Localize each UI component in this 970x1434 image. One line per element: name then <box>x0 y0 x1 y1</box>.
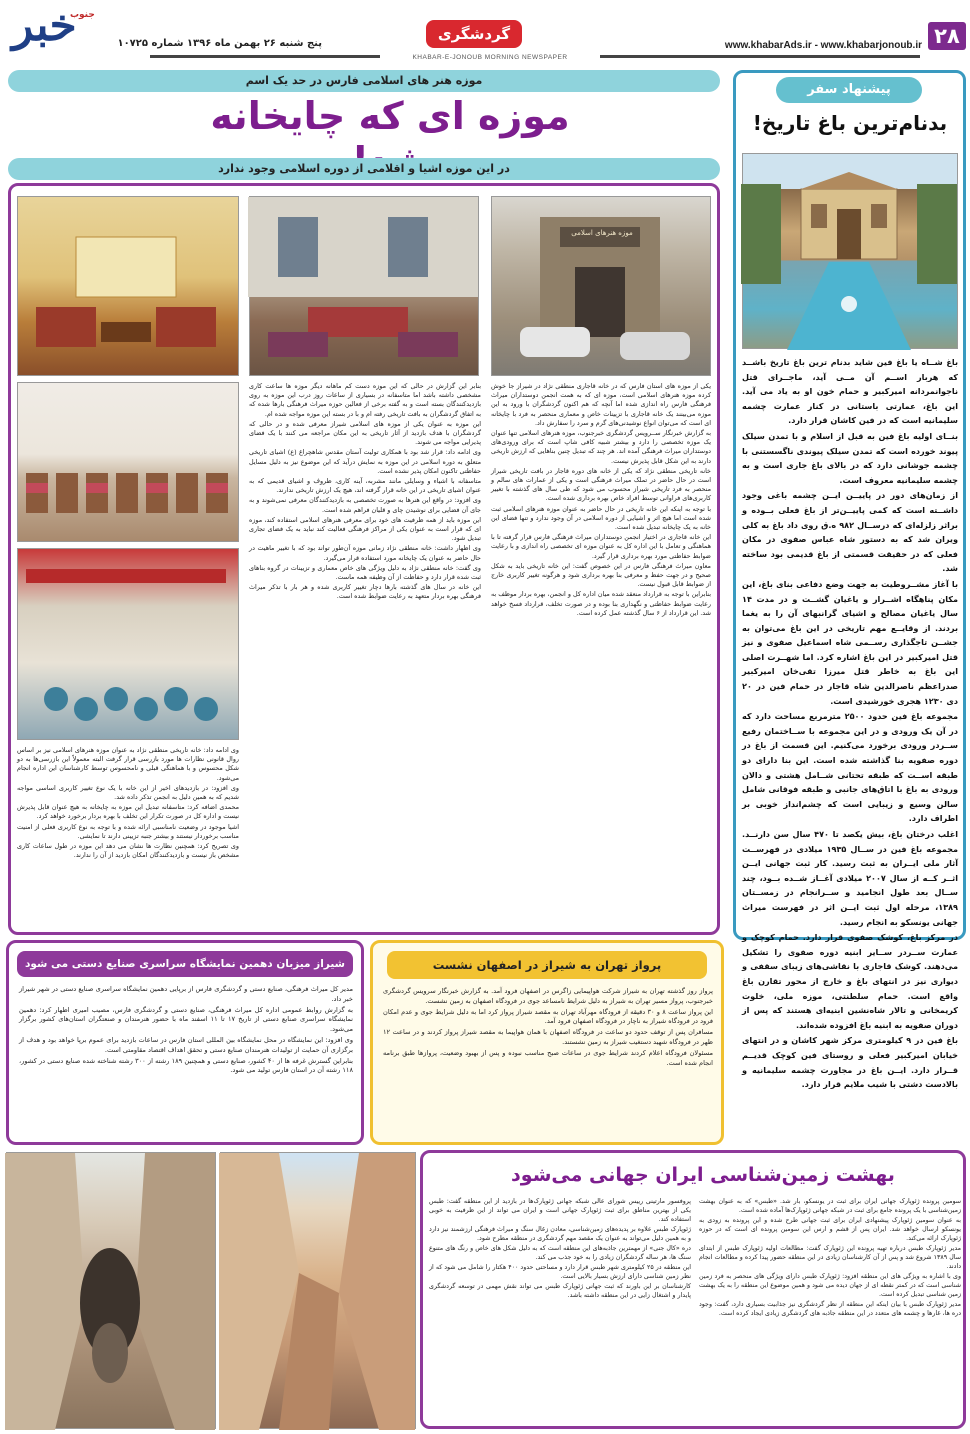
sidebar-label: پیشنهاد سفر <box>776 77 922 103</box>
sidebar <box>733 70 966 1090</box>
main-paragraph: به گزارش خبرنگار ســرویس گردشگری خبرجنوب، موزه هنرهای اسلامی تنها عنوان یک موزه تخصصی را دارد و بیشتر شبیه کافی شاپ است که برای ورودی‌های دوستداران میراث فرهنگی آمده اند. هر چند که تبدیل چنین بناهایی که ارزش تاریخی دارند به این شکل قابل پذیرش نیست. <box>491 429 711 465</box>
geo-column-left <box>429 1197 691 1425</box>
main-paragraph: این موزه به عنوان یکی از موزه های اسلامی شیراز معرفی شده و در حالی که گردشگران با هدف بازدید از آثار تاریخی به این مکان مراجعه می کنند با یک فضای پذیرایی مواجه می شوند. <box>249 419 481 447</box>
main-paragraph: وی اظهار داشت: خانه منطقی نژاد زمانی موزه آن‌طور تواند بود که با تغییر ماهیت در حال حاضر به عنوان یک چایخانه مورد استفاده قرار می‌گیرد. <box>249 544 481 562</box>
main-paragraph: این خانه قاجاری در اختیار انجمن دوستداران میراث فرهنگی فارس قرار گرفته تا با هماهنگی و تعامل با این اداره کل به عنوان موزه ای تخصصی راه اندازی و با رعایت ضوابط حفاظتی مورد بهره برداری قرار گیرد. <box>491 533 711 560</box>
flight-paragraph: مسافران پس از توقف حدود دو ساعت در فرودگاه اصفهان با همان هواپیما به مقصد شیراز پرواز کردند و در ساعت ۱۲ ظهر در فرودگاه شهید دستغیب شیراز به زمین نشستند. <box>383 1028 713 1046</box>
main-kicker: موزه هنر های اسلامی فارس در حد یک اسم <box>8 70 720 92</box>
jars-illustration <box>16 383 238 543</box>
main-paragraph: وی افزود: در واقع این هنرها به صورت تخصصی به بازدیدکنندگان معرفی نمی‌شوند و به جای آن فضایی برای نوشیدن چای و قلیان فراهم شده است. <box>249 496 481 514</box>
geo-paragraph: ژئوپارک طبس علاوه بر پدیده‌های زمین‌شناسی، معادن زغال سنگ و میراث فرهنگی ارزشمند نیز دارد و به همین دلیل می‌تواند به عنوان یک مقصد مهم گردشگری در منطقه مطرح شود. <box>429 1226 691 1242</box>
main-column-1 <box>491 382 711 930</box>
geo-paragraph: وی با اشاره به ویژگی های این منطقه افزود: ژئوپارک طبس دارای ویژگی های منحصر به فرد زمین شناسی است که در کمتر نقطه ای از جهان دیده می شود و همین موضوع این منطقه را به یک بهشت زمین شناسی تبدیل کرده است. <box>699 1273 961 1298</box>
header <box>0 0 970 66</box>
geo-paragraph: کارشناسان بر این باورند که ثبت جهانی ژئوپارک طبس می تواند نقش مهمی در توسعه گردشگری پایدار و اشتغال زایی در این منطقه داشته باشد. <box>429 1283 691 1299</box>
garden-illustration <box>741 154 957 350</box>
geo-paragraph: این منطقه در ۲۵ کیلومتری شهر طبس قرار دارد و مساحتی حدود ۴۰۰ هکتار را شامل می شود که از نظر زمین شناسی دارای ارزش بسیار بالایی است. <box>429 1264 691 1280</box>
courtyard-illustration <box>248 197 478 377</box>
main-paragraph: خانه تاریخی منطقی نژاد که یکی از خانه های دوره قاجار در بافت تاریخی شیراز است در حال حاضر در تملک میراث فرهنگی است و یکی از عمارات های سالم و منحصر به فرد تاریخی شیراز محسوب می شود که طی سال های گذشته با تغییر کاربری‌های فراوانی توسط افراد خاص بهره برداری شده است. <box>491 466 711 503</box>
sidebar-paragraph: بنــای اولیه باغ فین به قبل از اسلام و با تمدن سیلک پیوند خورده است که تمدن سیلک پیوندی ناگسستنی با چشمه جوشانی دارد که در بالای باغ جاری است و به چشمه سلیمانیه معروف است. <box>742 430 958 485</box>
date-line: پنج شنبه ۲۶ بهمن ماه ۱۳۹۶ شماره ۱۰۷۲۵ <box>117 38 322 49</box>
main-column-2 <box>249 382 481 930</box>
canyon-right-illustration <box>219 1153 415 1430</box>
sidebar-paragraph: مجموعه باغ فین حدود ۲۵۰۰ مترمربع مساحت دارد که در آن یک ورودی و در این مجموعه با ســاختمان رفیع ســردر ورودی برخورد می‌کنیم. این قسمت از باغ در دوره صفویه بنا گذاشته شده است. این بنا دارای دو طبقه اســت که طبقه تحتانی شــامل هشتی و دالان ورودی به باغ با اتاق‌های جانبی و طبقه فوقانی شامل سالن وسیع و زیبایی است که چشم‌انداز خوبی بر اطراف دارد. <box>742 711 958 824</box>
handicraft-box <box>6 940 364 1145</box>
geo-paragraph: سومین پرونده ژئوپارک جهانی ایران برای ثبت در یونسکو، بار شد. «طبس» که به عنوان بهشت زمین‌شناسی با یک پرونده جامع برای ثبت در شبکه جهانی ژئوپارک‌ها آماده شده است. <box>699 1198 961 1214</box>
fin-garden-photo <box>742 153 958 349</box>
main-paragraph: این موزه باید از همه ظرفیت های خود برای معرفی هنرهای اسلامی استفاده کند، موزه ای که قرار است به عنوان یکی از مراکز فرهنگی فعالیت کند نباید به یک فضای تجاری تبدیل شود. <box>249 515 481 543</box>
handicraft-paragraph: وی افزود: این نمایشگاه در محل نمایشگاه بین المللی استان فارس در ساعات بازدید برای عموم برپا خواهد بود و هدف از برگزاری آن حمایت از تولیدات هنرمندان صنایع دستی و تحقق اهداف اقتصاد مقاومتی است. <box>19 1035 353 1054</box>
main-paragraph: وی ادامه داد: قرار شد بود با همکاری تولیت آستان مقدس شاهچراغ (ع) اشیای تاریخی متعلق به دوره اسلامی در این موزه به نمایش درآید که این موضوع نیز به دلیل مسایل حفاظتی تاکنون امکان پذیر نشده است. <box>249 448 481 475</box>
logo-subtext: جنوب <box>70 10 95 20</box>
main-column-3 <box>17 746 239 930</box>
teacups-illustration <box>16 549 238 741</box>
main-paragraph: محمدی اضافه کرد: متاسفانه تبدیل این موزه به چایخانه به هیچ عنوان قابل پذیرش نیست و اداره کل در صورت تکرار این تخلف با بهره بردار برخورد خواهد کرد. <box>17 803 239 821</box>
canyon-left-illustration <box>5 1153 215 1430</box>
flight-box <box>370 940 724 1145</box>
main-paragraph: وی گفت: خانه منطقی نژاد به دلیل ویژگی های خاص معماری و تزیینات در گروه بناهای ثبت شده قرار دارد و حفاظت از آن وظیفه همه ماست. <box>249 563 481 582</box>
canyon-photo-left <box>6 1152 216 1429</box>
section-title: گردشگری <box>437 25 511 43</box>
main-paragraph: اشیا موجود در وضعیت نامناسبی ارائه شده و با توجه به نوع کاربری فعلی از امنیت مناسب برخوردار نیستند و بیشتر جنبه تزیینی دارند تا نمایشی. <box>17 822 239 840</box>
main-paragraph: متاسفانه با اشیاء و وسایلی مانند مشربه، آینه کاری، ظروف و اشیای قدیمی که به عنوان اشیای تاریخی در این خانه قرار گرفته اند، هیچ یک ارزش تاریخی ندارند. <box>249 477 481 495</box>
geo-article <box>420 1150 966 1429</box>
main-paragraph: وی افزود: در بازدیدهای اخیر از این خانه با یک نوع تغییر کاربری اساسی مواجه شدیم که به همین دلیل به انجمن تذکر داده شد. <box>17 783 239 802</box>
handicraft-paragraph: به گزارش روابط عمومی اداره کل میراث فرهنگی، صنایع دستی و گردشگری فارس، مصیب امیری اظهار کرد: دهمین نمایشگاه سراسری صنایع دستی از تاریخ ۱۷ تا ۱۱ اسفند ماه با حضور هنرمندان و صنعتگران استان‌های کشور برگزار می‌شود. <box>19 1005 353 1034</box>
sidebar-paragraph: باغ شــاه یا باغ فین شاید بدنام ترین باغ تاریخ باشــد که هربار اســم آن مــی آید، ماجــرای قتل ناجوانمردانه امیرکبیر و حمام خون او به یاد می آید. این باغ، عمارتی باستانی در کنار عمارت چشمه سلیمانیه است که در فین کاشان قرار دارد. <box>742 357 958 426</box>
main-paragraph: بنابر این گزارش در حالی که این موزه دست کم ماهانه دیگر موزه ها ساعت کاری مشخصی داشته باشد اما متاسفانه در بسیاری از ساعات روز درب این موزه به روی بازدیدکنندگان بسته است و به گفته برخی از فعالین حوزه میراث فرهنگی بارها شده که به اتفاق گردشگران به بافت تاریخی رفته ام و با در بسته این موزه مواجه شده ام. <box>249 382 481 418</box>
handicraft-title: شیراز میزبان دهمین نمایشگاه سراسری صنایع دستی می شود <box>17 951 353 977</box>
flight-paragraph: پرواز روز گذشته تهران به شیراز شرکت هواپیمایی زاگرس در اصفهان فرود آمد. به گزارش خبرنگار سرویس گردشگری خبرجنوب، پرواز مسیر تهران به شیراز به دلیل شرایط نامساعد جوی در فرودگاه اصفهان به زمین نشست. <box>383 987 713 1005</box>
handicraft-paragraph: بنابراین گسترش غرفه ها از ۴۰ کشور، صنایع دستی و همچنین ۱۸۹ رشته از ۳۰۰ رشته شناخته شده صنایع دستی در کشور، ۱۱۸ رشته آن در استان فارس تولید می شود. <box>19 1056 354 1075</box>
museum-sign: موزه هنرهای اسلامی <box>571 229 633 237</box>
main-paragraph: این خانه در سال های گذشته بارها دچار تغییر کاربری شده و هر بار با تذکر میراث فرهنگی بهره بردار متعهد به رعایت ضوابط شده است. <box>249 583 481 601</box>
geo-title: بهشت زمین‌شناسی ایران جهانی می‌شود <box>511 1164 895 1186</box>
sidebar-title: بدنام‌ترین باغ تاریخ! <box>752 111 948 135</box>
main-subhead: در این موزه اشیا و اقلامی از دوره اسلامی وجود ندارد <box>8 158 720 180</box>
flight-title: پرواز تهران به شیراز در اصفهان نشست <box>387 951 707 979</box>
main-paragraph: با توجه به اینکه این خانه تاریخی در حال حاضر به عنوان موزه هنرهای اسلامی ثبت شده است اما هیچ اثر و اشیایی از دوره اسلامی در آن وجود ندارد و تنها فضای این خانه به یک چایخانه تبدیل شده است. <box>491 504 711 532</box>
courtyard-photo <box>249 196 479 376</box>
geo-paragraph: پروفسور مارتینی رییس شورای عالی شبکه جهانی ژئوپارک‌ها در بازدید از این منطقه گفت: طبس یکی از بهترین مناطق برای ثبت ژئوپارک جهانی است و ایران می تواند از این ظرفیت به خوبی استفاده کند. <box>429 1198 691 1223</box>
sidebar-paragraph: با آغاز مشــروطیت به جهت وضع دفاعی بنای باغ، این مکان پناهگاه اشــرار و یاغیان گشــت و در مدت ۱۴ سال یاغیان مصالح و اشیای گرانبهای آن را به یغما بردند. از وقایــع مهم تاریخی در این باغ می‌توان به جشــن تاجگذاری رســمی شاه اسماعیل صفوی و نیز قتل امیرکبیر در این باغ اشاره کرد. اما شهــرت اصلی این باغ به خاطر قتل میرزا تقی‌خان امیرکبیر صدراعظم ناصرالدین شاه قاجار در حمام فین در ۲۰ دی ۱۲۳۰ هجری خورشیدی است. <box>742 578 958 706</box>
jars-shelf-photo <box>17 382 239 542</box>
teahouse-illustration <box>16 197 238 377</box>
sidebar-paragraph: باغ فین در ۹ کیلومتری مرکز شهر کاشان و در انتهای خیابان امیرکبیر فعلی و روستای فین کوچک قدیــم قــرار دارد. ایــن باغ در مجاورت چشمه سلیمانیه و بالادست دشتی با شیب ملایم قرار دارد. <box>742 1035 959 1090</box>
museum-entrance-illustration <box>490 197 710 377</box>
page-number-box <box>928 22 966 50</box>
logo-text: خبر <box>12 0 77 51</box>
geo-paragraph: مدیر ژئوپارک طبس با بیان اینکه این منطقه از نظر گردشگری نیز جذابیت بسیاری دارد، گفت: وجود دره ها، غارها و چشمه های متعدد در این منطقه جاذبه های گردشگری زیادی ایجاد کرده است. <box>699 1301 961 1317</box>
main-paragraph: وی تصریح کرد: همچنین نظارت ها نشان می دهد این موزه در طول ساعات کاری مشخص باز نیست و بازدیدکنندگان امکان بازدید از آن را ندارند. <box>17 842 239 860</box>
sidebar-paragraph: اغلب درختان باغ، بیش یکصد تا ۴۷۰ سال سن دارنــد. مجموعه باغ فین در ســال ۱۹۳۵ میلادی در فهرســت آثار ملی ایــران به ثبت رسید. کار ثبت جهانی ایــن اثــر کــه از سال ۲۰۰۷ میلادی آغــاز شــده بــود، چند ســال بعد طول انجامید و ســرانجام در زمســتان ۱۳۸۹، مرحله اول ثبت ایــن اثر در فهرست میراث جهانی یونسکو به انجام رسید. <box>742 829 959 927</box>
main-article-frame <box>8 183 720 935</box>
main-paragraph: یکی از موزه های استان فارس که در خانه قاجاری منطقی نژاد در شیراز جا خوش کرده موزه هنرهای اسلامی است، موزه ای که به همت انجمن دوستداران میراث فرهنگی فارس راه اندازی شده اما آنچه که هم اکنون گردشگران با ورود به این موزه می‌بینند یک خانه قاجاری با تزیینات خاص و معماری منحصر به فرد با چایخانه ای است که می‌توان انواع نوشیدنی‌های گرم و سرد را سفارش داد. <box>491 382 711 427</box>
sidebar-paragraph: از زمان‌های دور در پاییــن ایــن چشمه باغی وجود داشــته است که کمی پاییــن‌تر از باغ فعلی بــوده و براثر زلزله‌ای که درســال ۹۸۲ ه.ق روی داد باغ به کلی ویران شد که به دستور شاه عباس صفوی در مکان فعلی که در حقیقت قسمتی از باغ قدیمی بود ساخته شد. <box>742 490 958 574</box>
main-headline: موزه ای که چایخانه <box>210 94 570 138</box>
main-paragraph: بنابراین با توجه به قرارداد منعقد شده میان اداره کل و انجمن، بهره بردار موظف به رعایت ضوابط حفاظتی و نگهداری بنا بوده و در صورت تخلف، قرارداد فسخ خواهد شد. این قرارداد از ۶ سال گذشته عمل کرده است. <box>491 590 711 617</box>
geo-paragraph: مدیر ژئوپارک طبس درباره تهیه پرونده این ژئوپارک گفت: مطالعات اولیه ژئوپارک طبس از ابتدای سال ۱۳۸۹ شروع شد و پس از آن کارشناسان زیادی در این منطقه حضور پیدا کرده و مطالعات انجام دادند. <box>699 1245 961 1270</box>
geo-paragraph: به عنوان سومین ژئوپارک پیشنهادی ایران برای ثبت جهانی طرح شده و این پرونده به زودی به یونسکو ارسال خواهد شد. ایران پس از قشم و ارس این سومین پرونده ای است که در حوزه ژئوپارک ارائه می‌کند. <box>699 1217 961 1242</box>
handicraft-body <box>19 985 353 1141</box>
section-english: KHABAR-E-JONOUB MORNING NEWSPAPER <box>380 54 600 64</box>
geo-column-right <box>699 1197 961 1425</box>
sidebar-body <box>742 355 959 1090</box>
flight-body <box>383 987 713 1141</box>
page-number: ۲۸ <box>934 24 960 48</box>
museum-entrance-photo <box>491 196 711 376</box>
flight-paragraph: مسئولان فرودگاه اعلام کردند شرایط جوی در ساعات صبح مناسب نبوده و پس از بهبود وضعیت، پروازها طبق برنامه انجام شده است. <box>383 1048 713 1067</box>
main-paragraph: وی ادامه داد: خانه تاریخی منطقی نژاد به عنوان موزه هنرهای اسلامی نیز بر اساس روال قانونی نظارات ها مورد بازرسی قرار گرفت البته معمولاً این بازرسی‌ها به دو شکل محسوس و با هماهنگی قبلی و نامحسوس توسط کارشناسان این اداره انجام می‌شود. <box>17 746 239 782</box>
canyon-photo-right <box>220 1152 416 1429</box>
sidebar-paragraph: در مرکز باغ، کوشک صفوی قرار دارد. حمام کوچک و عمارت ســردر ســایر ابنیه دوره صفوی را تشکیل می‌دهند. کوشک قاجاری با نقاشی‌های زیبای سقفی و دیواری نیز در انتهای باغ و خارج از محور تقارن باغ واقع است. حمام سلطنتی، موزه ملی، خلوت کریمخانی و تالار شاه‌نشین ابنیه‌ای هستند که پس از دوران صفویه به ابنیه باغ افزوده شده‌اند. <box>742 932 958 1030</box>
main-paragraph: معاون میراث فرهنگی فارس در این خصوص گفت: این خانه تاریخی باید به شکل صحیح و در جهت حفظ و معرفی بنا بهره برداری شود و هرگونه تغییر کاربری خارج از ضوابط قابل قبول نیست. <box>491 561 711 589</box>
teacups-photo <box>17 548 239 740</box>
websites[interactable]: www.khabarAds.ir - www.khabarjonoub.ir <box>724 40 922 51</box>
handicraft-paragraph: مدیر کل میراث فرهنگی، صنایع دستی و گردشگری فارس از برپایی دهمین نمایشگاه سراسری صنایع دستی در شهر شیراز خبر داد. <box>19 985 353 1003</box>
teahouse-room-photo <box>17 196 239 376</box>
flight-paragraph: این پرواز ساعت ۸ و ۳۰ دقیقه از فرودگاه مهرآباد تهران به مقصد شیراز پرواز کرد اما به دلیل شرایط جوی و عدم امکان فرود در فرودگاه شیراز به ناچار در فرودگاه اصفهان فرود آمد. <box>383 1007 713 1026</box>
section-badge <box>426 20 522 48</box>
logo <box>6 0 102 56</box>
geo-paragraph: دره «کال جنی» از مهمترین جاذبه‌های این منطقه است که به دلیل شکل های خاص و رنگ های متنوع سنگ ها، هر ساله گردشگران زیادی را به خود جذب می کند. <box>429 1245 691 1261</box>
